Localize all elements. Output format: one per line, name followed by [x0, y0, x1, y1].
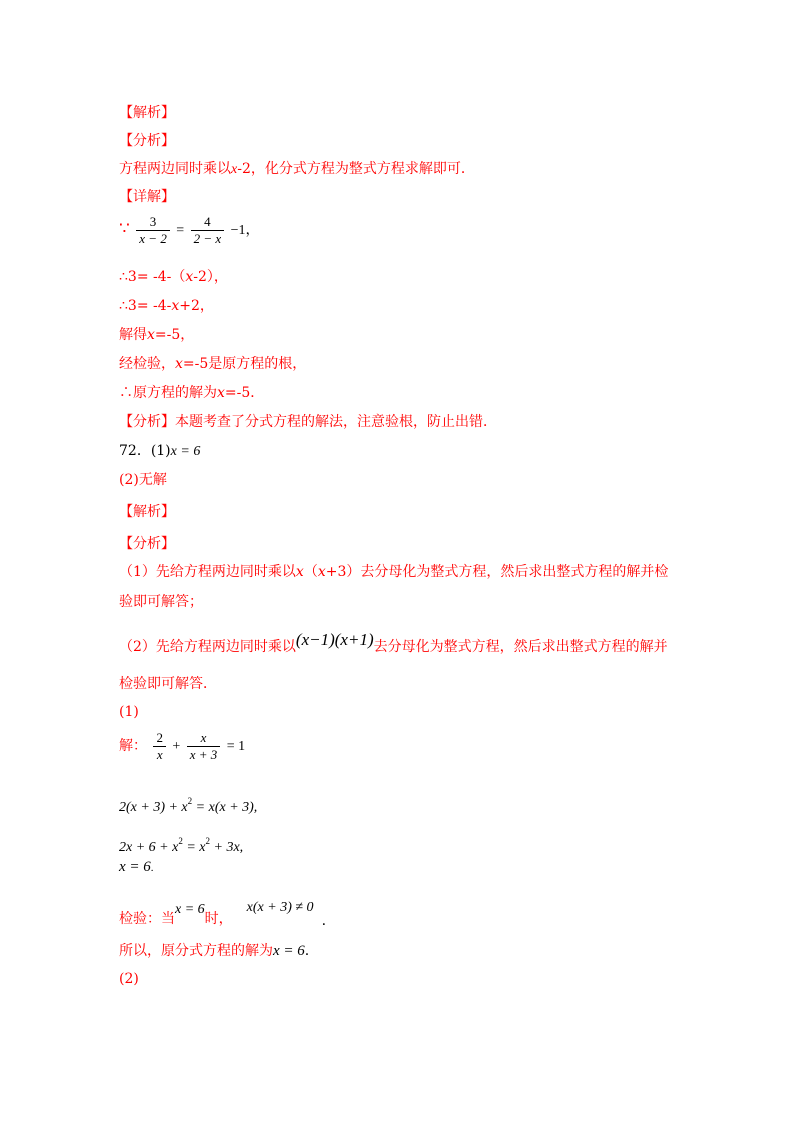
analysis-text: 方程两边同时乘以x-2，化分式方程为整式方程求解即可．	[119, 161, 475, 177]
heading-fenxi: 【分析】	[119, 133, 175, 149]
summary-line: 【分析】本题考查了分式方程的解法，注意验根，防止出错．	[119, 414, 497, 430]
step-eq-3: x = 6.	[119, 859, 154, 875]
step-eq-1: $2(x + 3) + x^2 = x(x + 3)$,	[119, 796, 258, 815]
conclusion-line: 所以，原分式方程的解为x = 6.	[119, 943, 310, 959]
analysis-1: （1）先给方程两边同时乘以x（x+3）去分母化为整式方程，然后求出整式方程的解并检	[119, 564, 669, 580]
step-line-1: ∴3= -4-（x-2），	[119, 269, 228, 285]
part-2-label: (2)	[119, 971, 139, 987]
analysis-2: （2）先给方程两边同时乘以(x−1)(x+1)去分母化为整式方程，然后求出整式方程的解并	[119, 630, 668, 655]
heading-jiexi-2: 【解析】	[119, 504, 175, 520]
check-line: 检验：当x = 6时，x(x + 3) ≠ 0.	[119, 900, 327, 929]
step-eq-2: $2x + 6 + x^2 = x^2 + 3x$,	[119, 836, 244, 855]
step-line-5: ∴原方程的解为x=-5．	[119, 385, 265, 401]
heading-jiexi: 【解析】	[119, 105, 175, 121]
heading-xiangjie: 【详解】	[119, 189, 175, 205]
equation-line: ∵ $\frac{3}{x - 2}$ = $\frac{4}{2 - x}$ −1，	[119, 213, 260, 246]
part-1-equation: 解： $\frac{2}{x}$ + $\frac{x}{x + 3}$ = 1	[119, 729, 246, 762]
step-line-2: ∴3= -4-x+2，	[119, 298, 214, 314]
answer-72-part2: (2)无解	[119, 472, 167, 488]
analysis-1-cont: 验即可解答；	[119, 594, 203, 610]
answer-72: 72．(1)x = 6	[119, 443, 201, 459]
step-line-3: 解得x=-5，	[119, 327, 195, 343]
analysis-2-cont: 检验即可解答．	[119, 676, 217, 692]
part-1-label: (1)	[119, 704, 139, 720]
step-line-4: 经检验，x=-5是原方程的根，	[119, 356, 307, 372]
heading-fenxi-2: 【分析】	[119, 536, 175, 552]
